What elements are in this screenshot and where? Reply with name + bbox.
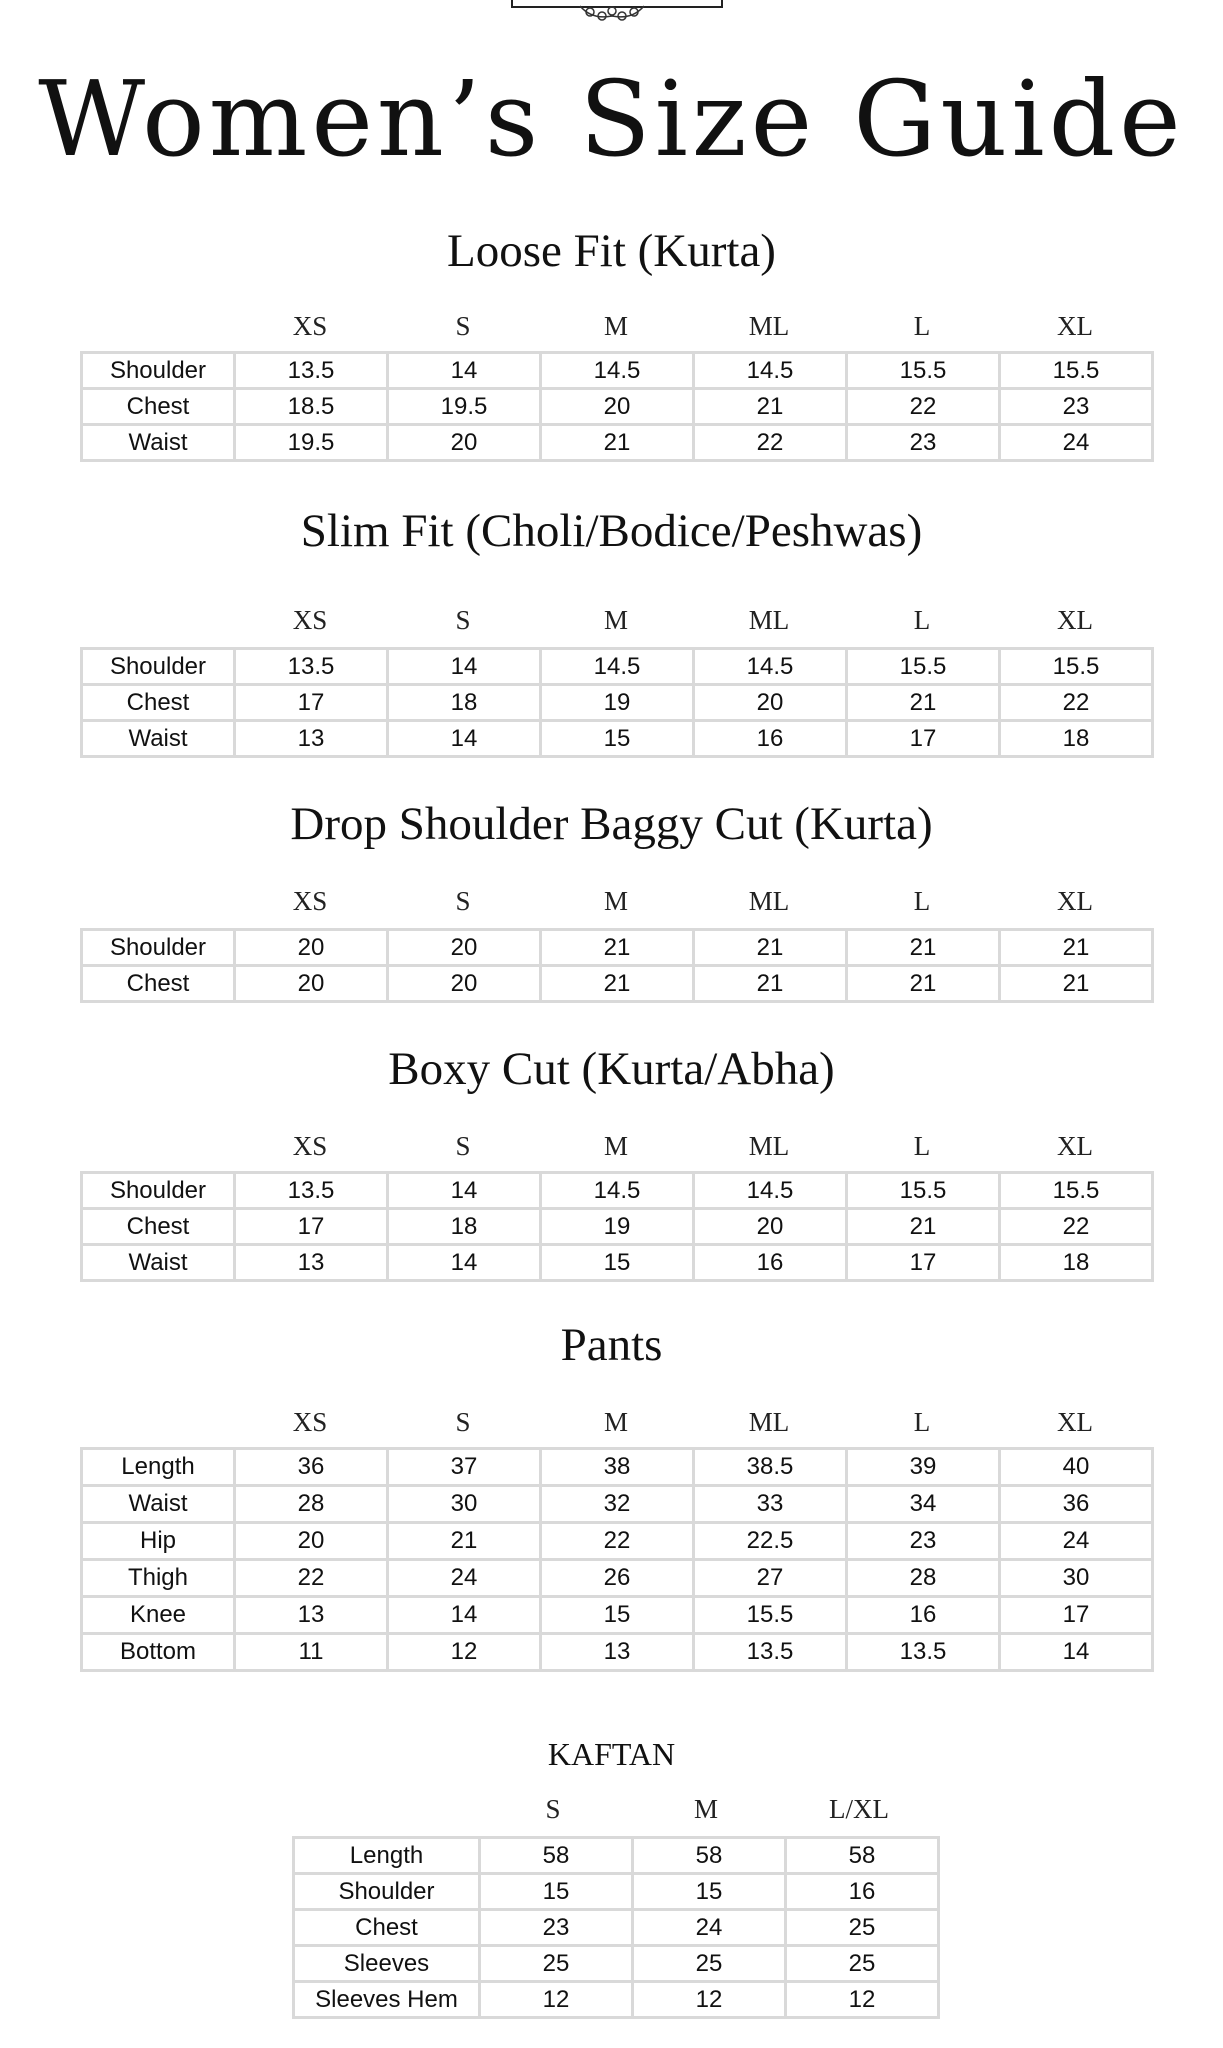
- size-header-xs: XS: [292, 1407, 328, 1437]
- table-cell: 19.5: [235, 425, 388, 461]
- table-cell: 25: [633, 1946, 786, 1982]
- table-cell: 23: [847, 425, 1000, 461]
- table-cell: 13.5: [694, 1634, 847, 1671]
- table-cell: 28: [235, 1486, 388, 1523]
- table-cell: 30: [388, 1486, 541, 1523]
- table-cell: 21: [847, 966, 1000, 1002]
- table-cell: 22: [541, 1523, 694, 1560]
- row-label: Shoulder: [82, 353, 235, 389]
- table-cell: 13: [235, 721, 388, 757]
- size-header-xs: XS: [292, 886, 328, 916]
- boxy-cut-table: [80, 1171, 1154, 1282]
- row-label: Chest: [82, 685, 235, 721]
- table-cell: 38.5: [694, 1449, 847, 1486]
- table-cell: 14: [388, 649, 541, 685]
- table-cell: 21: [1000, 930, 1153, 966]
- table-cell: 21: [541, 966, 694, 1002]
- table-row: [294, 1838, 939, 1874]
- size-header-s: S: [455, 1407, 471, 1437]
- table-cell: 14: [388, 1245, 541, 1281]
- table-cell: 15.5: [847, 649, 1000, 685]
- table-row: [82, 1634, 1153, 1671]
- table-cell: 20: [388, 966, 541, 1002]
- loose-fit-table: [80, 351, 1154, 462]
- table-cell: 21: [847, 685, 1000, 721]
- table-cell: 25: [786, 1910, 939, 1946]
- table-cell: 17: [235, 685, 388, 721]
- table-row: [82, 721, 1153, 757]
- drop-shoulder-title: Drop Shoulder Baggy Cut (Kurta): [290, 798, 933, 850]
- table-cell: 15.5: [1000, 649, 1153, 685]
- table-cell: 22: [1000, 685, 1153, 721]
- table-row: [294, 1946, 939, 1982]
- table-cell: 14.5: [694, 353, 847, 389]
- table-cell: 13.5: [235, 353, 388, 389]
- table-cell: 25: [480, 1946, 633, 1982]
- table-row: [82, 1209, 1153, 1245]
- row-label: Thigh: [82, 1560, 235, 1597]
- row-label: Chest: [82, 966, 235, 1002]
- loose-fit-title: Loose Fit (Kurta): [447, 225, 776, 277]
- table-row: [82, 353, 1153, 389]
- table-row: [82, 1173, 1153, 1209]
- table-cell: 16: [786, 1874, 939, 1910]
- table-cell: 37: [388, 1449, 541, 1486]
- table-cell: 23: [847, 1523, 1000, 1560]
- size-header-l: L: [913, 1407, 931, 1437]
- table-cell: 38: [541, 1449, 694, 1486]
- size-header-m: M: [603, 1131, 628, 1161]
- table-cell: 16: [847, 1597, 1000, 1634]
- table-row: [82, 685, 1153, 721]
- row-label: Chest: [82, 1209, 235, 1245]
- table-row: [294, 1982, 939, 2018]
- row-label: Chest: [82, 389, 235, 425]
- row-label: Shoulder: [82, 649, 235, 685]
- table-cell: 18: [1000, 721, 1153, 757]
- table-cell: 24: [1000, 425, 1153, 461]
- table-row: [82, 389, 1153, 425]
- size-header-m: M: [603, 605, 628, 635]
- table-cell: 12: [633, 1982, 786, 2018]
- size-header-lxl: L/XL: [829, 1794, 889, 1824]
- table-cell: 15.5: [1000, 1173, 1153, 1209]
- table-row: [82, 1449, 1153, 1486]
- table-cell: 20: [235, 930, 388, 966]
- table-cell: 13.5: [235, 1173, 388, 1209]
- table-cell: 33: [694, 1486, 847, 1523]
- table-cell: 19: [541, 685, 694, 721]
- table-row: [82, 1560, 1153, 1597]
- table-cell: 16: [694, 721, 847, 757]
- row-label: Sleeves: [294, 1946, 480, 1982]
- size-header-m: M: [603, 886, 628, 916]
- table-cell: 15: [541, 721, 694, 757]
- size-header-xs: XS: [292, 1131, 328, 1161]
- table-cell: 15.5: [847, 1173, 1000, 1209]
- table-cell: 14: [1000, 1634, 1153, 1671]
- table-cell: 13.5: [847, 1634, 1000, 1671]
- table-cell: 21: [1000, 966, 1153, 1002]
- size-header-xl: XL: [1057, 311, 1093, 341]
- kaftan-table: [292, 1836, 940, 2019]
- table-cell: 18: [1000, 1245, 1153, 1281]
- table-cell: 21: [694, 389, 847, 425]
- table-cell: 13: [541, 1634, 694, 1671]
- row-label: Hip: [82, 1523, 235, 1560]
- row-label: Knee: [82, 1597, 235, 1634]
- size-header-l: L: [913, 605, 931, 635]
- table-cell: 40: [1000, 1449, 1153, 1486]
- table-cell: 36: [235, 1449, 388, 1486]
- table-cell: 21: [694, 930, 847, 966]
- pants-table: [80, 1447, 1154, 1672]
- size-header-s: S: [455, 311, 471, 341]
- row-label: Sleeves Hem: [294, 1982, 480, 2018]
- table-cell: 32: [541, 1486, 694, 1523]
- table-cell: 18: [388, 685, 541, 721]
- table-cell: 20: [694, 685, 847, 721]
- table-cell: 15: [480, 1874, 633, 1910]
- kaftan-title: KAFTAN: [547, 1736, 676, 1772]
- table-cell: 22: [694, 425, 847, 461]
- row-label: Bottom: [82, 1634, 235, 1671]
- table-row: [82, 1597, 1153, 1634]
- table-row: [82, 930, 1153, 966]
- table-cell: 24: [633, 1910, 786, 1946]
- row-label: Shoulder: [82, 930, 235, 966]
- row-label: Length: [82, 1449, 235, 1486]
- table-cell: 21: [847, 930, 1000, 966]
- table-cell: 13: [235, 1245, 388, 1281]
- table-row: [82, 1523, 1153, 1560]
- size-header-ml: ML: [748, 886, 790, 916]
- size-header-ml: ML: [748, 1131, 790, 1161]
- page-title: Women’s Size Guide: [38, 58, 1185, 180]
- size-header-ml: ML: [748, 311, 790, 341]
- slim-fit-table: [80, 647, 1154, 758]
- table-cell: 14.5: [694, 649, 847, 685]
- table-cell: 58: [633, 1838, 786, 1874]
- table-cell: 15.5: [1000, 353, 1153, 389]
- table-cell: 15: [633, 1874, 786, 1910]
- table-cell: 18: [388, 1209, 541, 1245]
- table-cell: 19: [541, 1209, 694, 1245]
- size-header-l: L: [913, 311, 931, 341]
- table-cell: 22: [847, 389, 1000, 425]
- table-cell: 13.5: [235, 649, 388, 685]
- size-header-s: S: [455, 886, 471, 916]
- size-header-xs: XS: [292, 605, 328, 635]
- table-cell: 15: [541, 1597, 694, 1634]
- table-cell: 23: [480, 1910, 633, 1946]
- table-cell: 20: [235, 966, 388, 1002]
- row-label: Shoulder: [82, 1173, 235, 1209]
- table-cell: 19.5: [388, 389, 541, 425]
- table-cell: 17: [847, 721, 1000, 757]
- table-cell: 17: [1000, 1597, 1153, 1634]
- table-cell: 58: [786, 1838, 939, 1874]
- table-cell: 22.5: [694, 1523, 847, 1560]
- size-header-l: L: [913, 1131, 931, 1161]
- table-cell: 12: [786, 1982, 939, 2018]
- size-header-xs: XS: [292, 311, 328, 341]
- size-header-s: S: [455, 1131, 471, 1161]
- table-cell: 22: [1000, 1209, 1153, 1245]
- table-cell: 14.5: [541, 649, 694, 685]
- table-cell: 13: [235, 1597, 388, 1634]
- boxy-cut-title: Boxy Cut (Kurta/Abha): [388, 1043, 835, 1095]
- row-label: Waist: [82, 1245, 235, 1281]
- drop-shoulder-table: [80, 928, 1154, 1003]
- table-cell: 28: [847, 1560, 1000, 1597]
- size-header-xl: XL: [1057, 1407, 1093, 1437]
- table-cell: 14: [388, 1597, 541, 1634]
- table-cell: 16: [694, 1245, 847, 1281]
- row-label: Length: [294, 1838, 480, 1874]
- size-header-xl: XL: [1057, 886, 1093, 916]
- table-cell: 20: [388, 930, 541, 966]
- row-label: Shoulder: [294, 1874, 480, 1910]
- table-cell: 14.5: [541, 353, 694, 389]
- table-cell: 12: [388, 1634, 541, 1671]
- table-row: [82, 966, 1153, 1002]
- table-cell: 15: [541, 1245, 694, 1281]
- table-cell: 20: [388, 425, 541, 461]
- row-label: Chest: [294, 1910, 480, 1946]
- size-header-xl: XL: [1057, 1131, 1093, 1161]
- table-cell: 39: [847, 1449, 1000, 1486]
- table-cell: 27: [694, 1560, 847, 1597]
- table-cell: 20: [541, 389, 694, 425]
- table-cell: 14: [388, 721, 541, 757]
- table-cell: 58: [480, 1838, 633, 1874]
- size-header-ml: ML: [748, 605, 790, 635]
- table-cell: 24: [1000, 1523, 1153, 1560]
- table-cell: 25: [786, 1946, 939, 1982]
- size-header-xl: XL: [1057, 605, 1093, 635]
- table-cell: 20: [235, 1523, 388, 1560]
- row-label: Waist: [82, 425, 235, 461]
- table-row: [294, 1910, 939, 1946]
- table-cell: 22: [235, 1560, 388, 1597]
- table-cell: 18.5: [235, 389, 388, 425]
- table-cell: 15.5: [847, 353, 1000, 389]
- table-cell: 20: [694, 1209, 847, 1245]
- slim-fit-title: Slim Fit (Choli/Bodice/Peshwas): [300, 505, 923, 557]
- pants-title: Pants: [560, 1319, 663, 1371]
- size-header-s: S: [455, 605, 471, 635]
- row-label: Waist: [82, 1486, 235, 1523]
- table-cell: 23: [1000, 389, 1153, 425]
- table-cell: 26: [541, 1560, 694, 1597]
- table-cell: 34: [847, 1486, 1000, 1523]
- table-cell: 11: [235, 1634, 388, 1671]
- size-header-ml: ML: [748, 1407, 790, 1437]
- table-cell: 15.5: [694, 1597, 847, 1634]
- size-header-m: M: [693, 1794, 718, 1824]
- size-header-m: M: [603, 1407, 628, 1437]
- table-cell: 17: [235, 1209, 388, 1245]
- table-cell: 17: [847, 1245, 1000, 1281]
- size-header-l: L: [913, 886, 931, 916]
- table-cell: 21: [388, 1523, 541, 1560]
- table-cell: 21: [541, 425, 694, 461]
- table-row: [294, 1874, 939, 1910]
- table-cell: 30: [1000, 1560, 1153, 1597]
- table-row: [82, 425, 1153, 461]
- table-cell: 21: [847, 1209, 1000, 1245]
- table-row: [82, 1486, 1153, 1523]
- table-cell: 24: [388, 1560, 541, 1597]
- table-cell: 21: [541, 930, 694, 966]
- table-cell: 14: [388, 1173, 541, 1209]
- floral-logo-icon: [572, 0, 652, 24]
- table-cell: 14: [388, 353, 541, 389]
- size-header-m: M: [603, 311, 628, 341]
- size-header-s: S: [545, 1794, 561, 1824]
- table-cell: 21: [694, 966, 847, 1002]
- table-cell: 36: [1000, 1486, 1153, 1523]
- table-row: [82, 649, 1153, 685]
- row-label: Waist: [82, 721, 235, 757]
- table-cell: 14.5: [541, 1173, 694, 1209]
- table-cell: 14.5: [694, 1173, 847, 1209]
- table-cell: 12: [480, 1982, 633, 2018]
- table-row: [82, 1245, 1153, 1281]
